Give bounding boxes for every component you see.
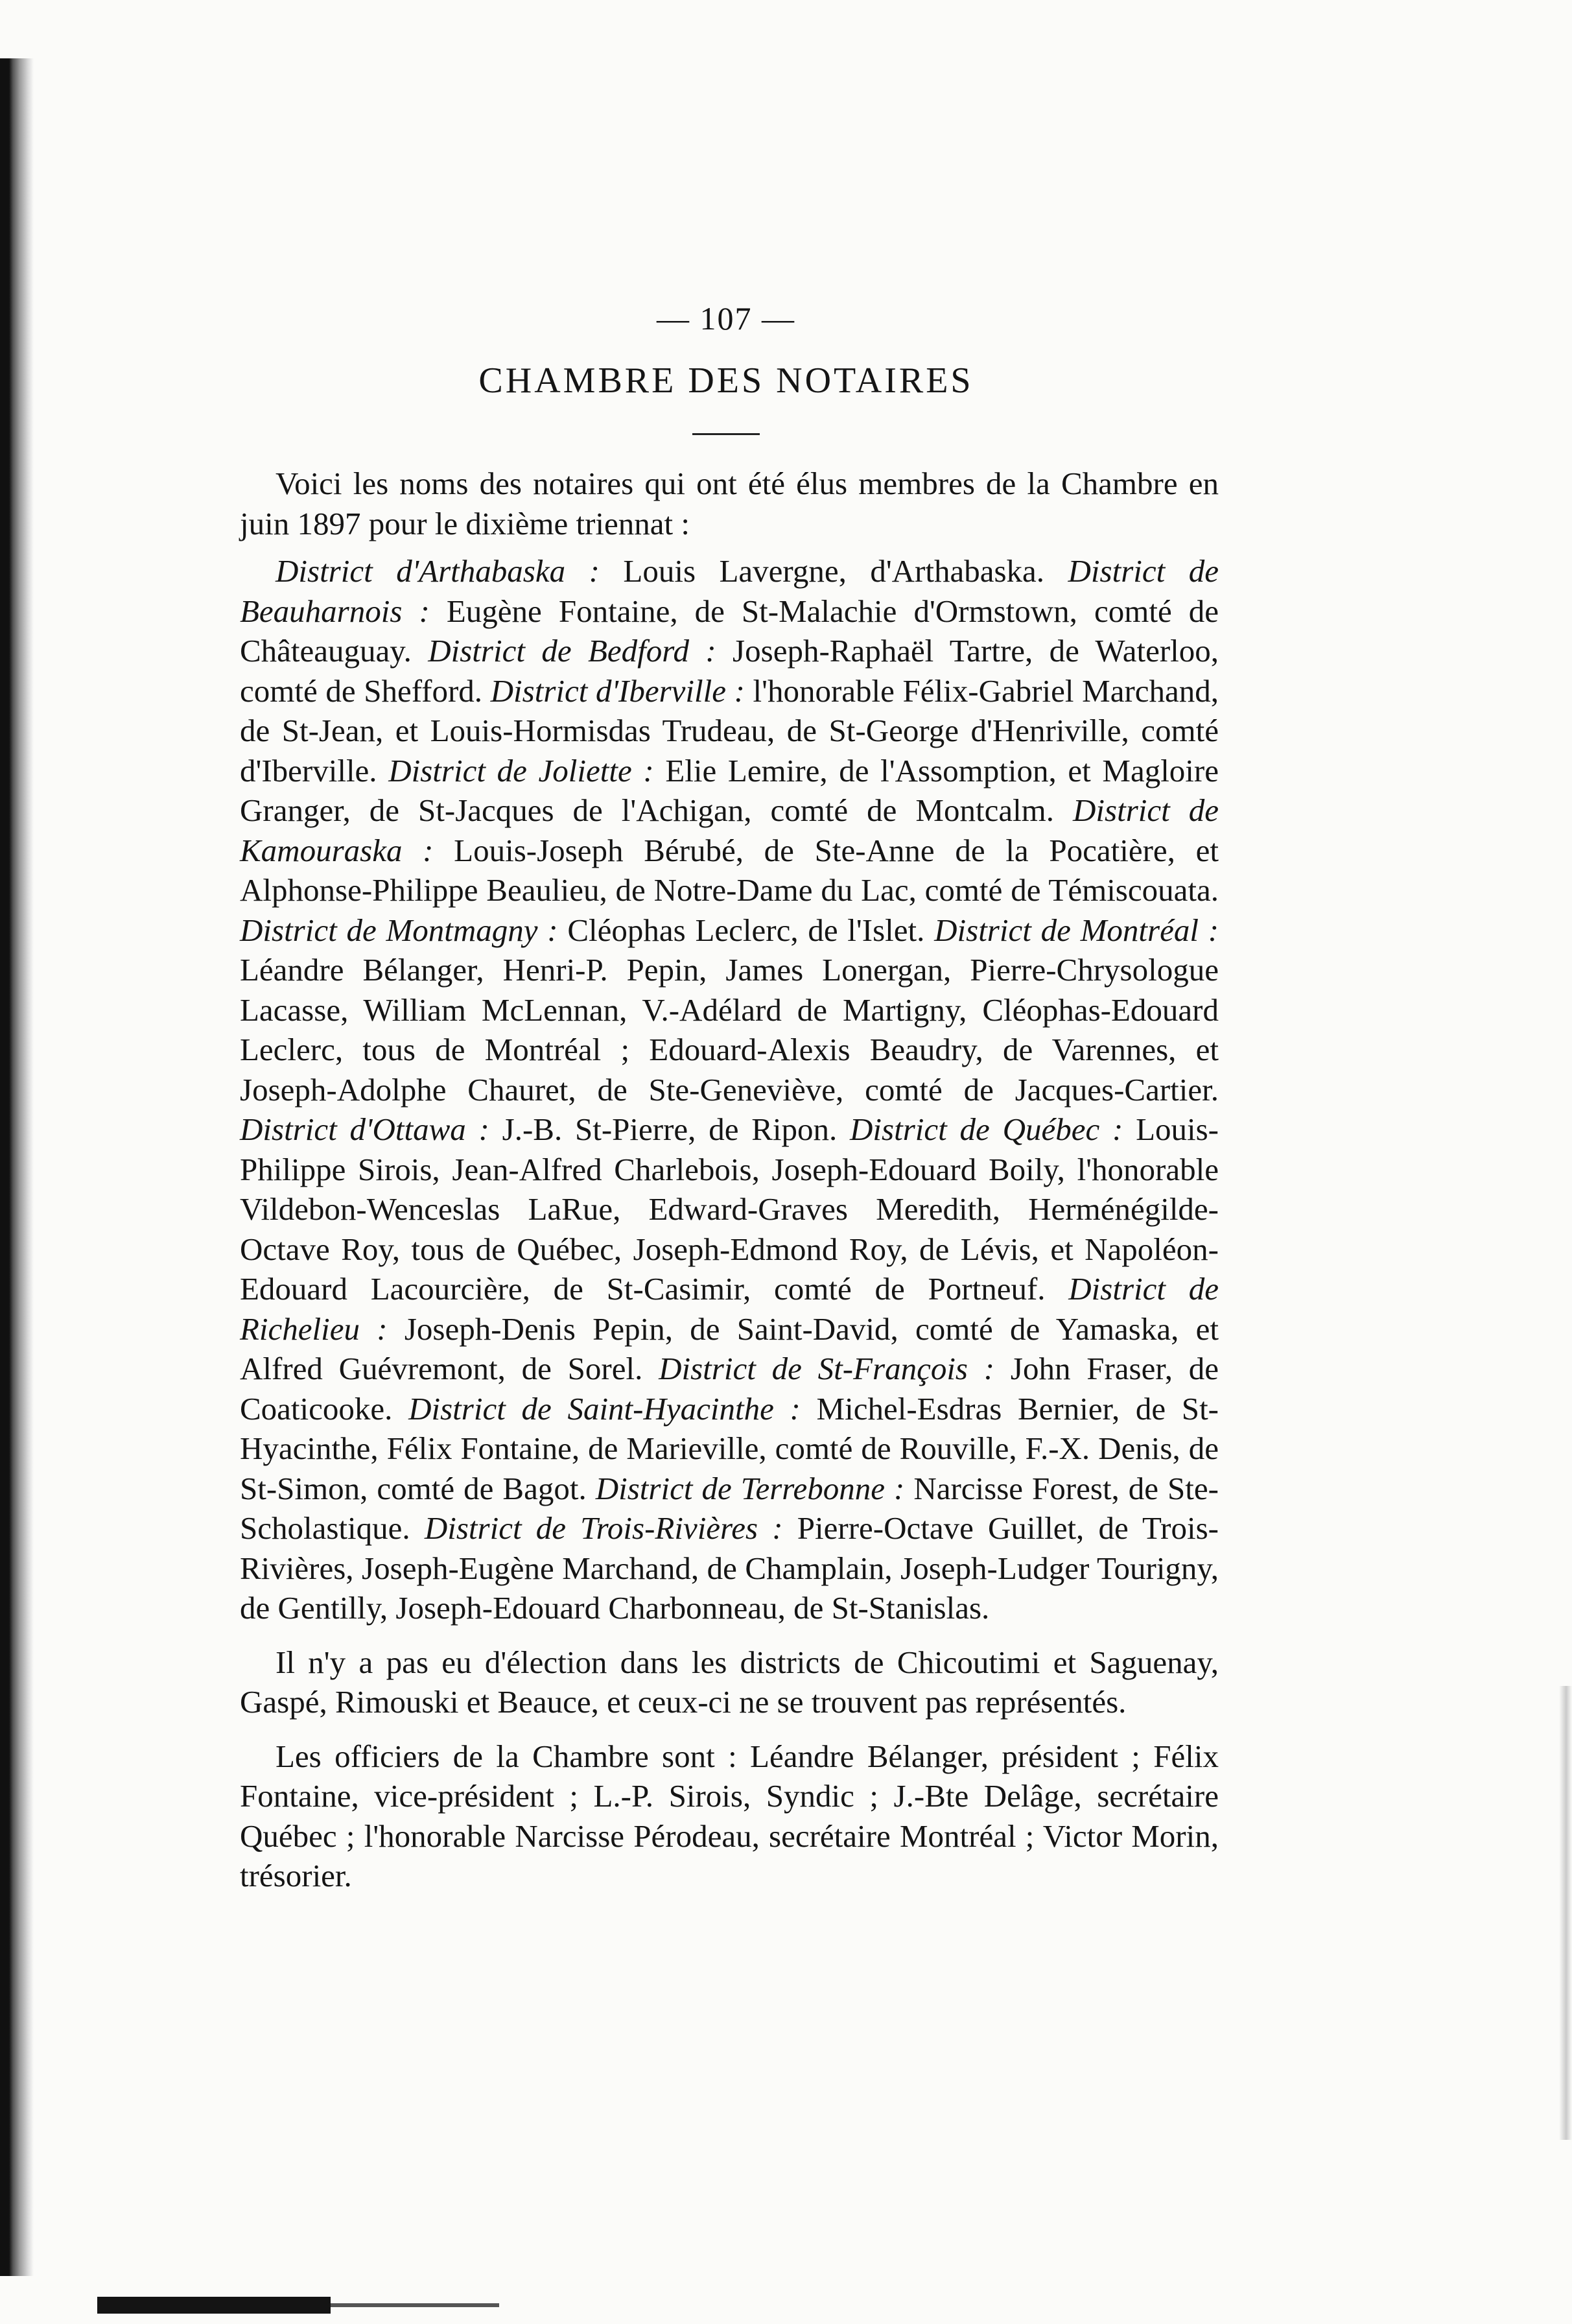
district-name: District de Beauharnois : [240, 553, 1219, 629]
page-number: — 107 — [657, 300, 795, 337]
scan-bottom-mark-thin [331, 2303, 499, 2307]
district-name: District de Saint-Hyacinthe : [408, 1390, 801, 1427]
district-members: J.-B. St-Pierre, de Ripon. [489, 1111, 838, 1147]
district-name: District d'Ottawa : [240, 1111, 489, 1147]
district-entry [276, 553, 1044, 589]
district-name: District de Joliette : [388, 752, 654, 788]
district-name: District d'Arthabaska : [276, 553, 600, 589]
article-body [240, 464, 1219, 1904]
district-members: l'honorable Félix-Gabriel Marchand, de St-Jean, et Louis-Hormisdas Trudeau, de St-George d'Henriville, comté d'Iberville. [240, 672, 1219, 788]
scan-edge-specks [1543, 1686, 1572, 2140]
district-entry [240, 912, 924, 948]
district-entry [240, 1111, 837, 1147]
district-members: Louis Lavergne, d'Arthabaska. [599, 553, 1045, 589]
page-title: CHAMBRE DES NOTAIRES [478, 361, 974, 401]
district-name: District de St-François : [659, 1351, 995, 1386]
district-name: District de Montréal : [934, 912, 1219, 948]
districts-paragraph [240, 551, 1219, 1628]
district-name: District d'Iberville : [490, 672, 745, 709]
district-members: John Fraser, de Coaticooke. [240, 1351, 1219, 1427]
district-name: District de Kamouraska : [240, 792, 1219, 868]
scan-bottom-mark [97, 2297, 331, 2314]
title-rule [692, 433, 760, 435]
district-name: District de Richelieu : [240, 1271, 1219, 1347]
district-entry [240, 753, 1219, 829]
district-members: Narcisse Forest, de Ste-Scholastique. [240, 1470, 1219, 1546]
district-name: District de Terrebonne : [595, 1470, 905, 1506]
district-name: District de Montmagny : [240, 912, 558, 948]
district-name: District de Trois-Rivières : [424, 1510, 783, 1546]
district-name: District de Québec : [850, 1111, 1123, 1147]
no-election-paragraph: Il n'y a pas eu d'élection dans les districts de Chicoutimi et Saguenay, Gaspé, Rimouski et Beauce, et ceux-ci ne se trouvent pas représentés. [240, 1644, 1219, 1720]
district-members: Louis-Joseph Bérubé, de Ste-Anne de la Pocatière, et Alphonse-Philippe Beaulieu, de Notre-Dame du Lac, comté de Témiscouata. [240, 832, 1219, 908]
district-members: Michel-Esdras Bernier, de St-Hyacinthe, Félix Fontaine, de Marieville, comté de Rouville, F.-X. Denis, de St-Simon, comté de Bagot. [240, 1390, 1219, 1506]
district-members: Joseph-Raphaël Tartre, de Waterloo, comté de Shefford. [240, 633, 1219, 709]
officers-paragraph: Les officiers de la Chambre sont : Léandre Bélanger, président ; Félix Fontaine, vice-président ; L.-P. Sirois, Syndic ; J.-Bte Delâge, secrétaire Québec ; l'honorable Narcisse Pérodeau, secrétaire Montréal ; Victor Morin, trésorier. [240, 1738, 1219, 1893]
district-members: Louis-Philippe Sirois, Jean-Alfred Charlebois, Joseph-Edouard Boily, l'honorable Vildebon-Wenceslas LaRue, Edward-Graves Meredith, Herménégilde-Octave Roy, tous de Québec, Joseph-Edmond Roy, de Lévis, et Napoléon-Edouard Lacourcière, de St-Casimir, comté de Portneuf. [240, 1111, 1219, 1307]
district-members: Léandre Bélanger, Henri-P. Pepin, James Lonergan, Pierre-Chrysologue Lacasse, William McLennan, V.-Adélard de Martigny, Cléophas-Edouard Leclerc, tous de Montréal ; Edouard-Alexis Beaudry, de Varennes, et Joseph-Adolphe Chauret, de Ste-Geneviève, comté de Jacques-Cartier. [240, 952, 1219, 1108]
district-members: Eugène Fontaine, de St-Malachie d'Ormstown, comté de Châteauguay. [240, 593, 1219, 669]
district-name: District de Bedford : [428, 633, 716, 669]
district-members: Pierre-Octave Guillet, de Trois-Rivières, Joseph-Eugène Marchand, de Champlain, Joseph-Ludger Tourigny, de Gentilly, Joseph-Edouard Charbonneau, de St-Stanislas. [240, 1510, 1219, 1626]
district-members: Cléophas Leclerc, de l'Islet. [557, 912, 925, 948]
district-members: Joseph-Denis Pepin, de Saint-David, comté de Yamaska, et Alfred Guévremont, de Sorel. [240, 1310, 1219, 1386]
intro-paragraph: Voici les noms des notaires qui ont été élus membres de la Chambre en juin 1897 pour le dixième triennat : [240, 466, 1219, 541]
district-members: Elie Lemire, de l'Assomption, et Magloire Granger, de St-Jacques de l'Achigan, comté de Montcalm. [240, 752, 1219, 828]
